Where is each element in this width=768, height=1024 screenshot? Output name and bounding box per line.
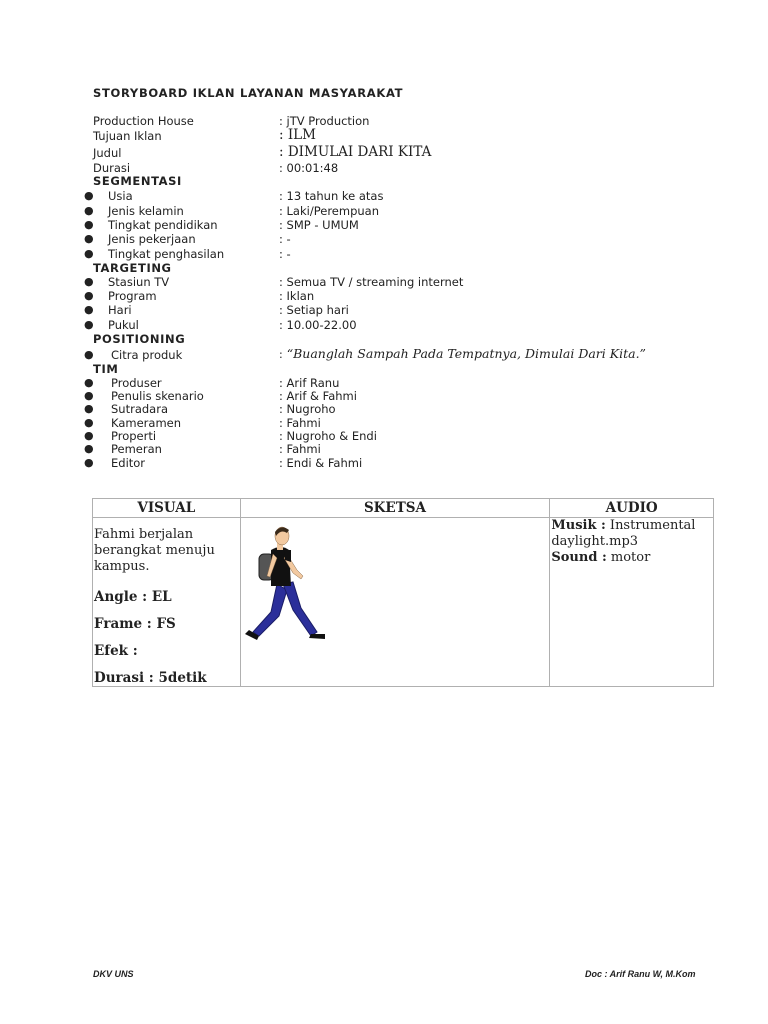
walking-person-icon xyxy=(241,524,341,649)
bullet-icon: ● xyxy=(84,247,94,260)
musik-label: Musik : xyxy=(551,518,606,533)
bullet-icon: ● xyxy=(84,376,94,389)
sketch-cell xyxy=(240,518,550,687)
bullet-icon: ● xyxy=(84,402,94,415)
item-label: Citra produk xyxy=(111,348,183,362)
list-item xyxy=(0,318,768,332)
item-label: Hari xyxy=(108,303,132,317)
item-label: Program xyxy=(108,289,157,303)
item-label: Properti xyxy=(111,429,157,443)
list-item xyxy=(0,402,768,416)
sound-label: Sound : xyxy=(551,550,607,565)
info-label: Judul xyxy=(93,146,122,160)
item-label: Usia xyxy=(108,189,133,203)
item-value: : Setiap hari xyxy=(279,303,349,317)
info-label: Durasi xyxy=(93,161,131,175)
footer-right: Doc : Arif Ranu W, M.Kom xyxy=(585,969,696,979)
item-label: Jenis pekerjaan xyxy=(108,232,196,246)
bullet-icon: ● xyxy=(84,275,94,288)
item-label: Stasiun TV xyxy=(108,275,170,289)
item-value: : Iklan xyxy=(279,289,315,303)
bullet-icon: ● xyxy=(84,318,94,331)
item-label: Penulis skenario xyxy=(111,389,204,403)
list-item xyxy=(0,247,768,261)
list-item xyxy=(0,348,768,362)
bullet-icon: ● xyxy=(84,348,94,361)
bullet-icon: ● xyxy=(84,289,94,302)
list-item xyxy=(0,442,768,456)
audio-cell xyxy=(550,518,714,687)
bullet-icon: ● xyxy=(84,442,94,455)
section-heading: SEGMENTASI xyxy=(93,174,182,188)
visual-cell xyxy=(93,518,241,687)
item-label: Kameramen xyxy=(111,416,182,430)
list-item xyxy=(0,218,768,232)
item-value: : - xyxy=(279,232,291,246)
section-heading: TIM xyxy=(93,362,119,376)
list-item xyxy=(0,416,768,430)
section-tim xyxy=(0,362,768,376)
info-value: : 00:01:48 xyxy=(279,161,339,175)
bullet-icon: ● xyxy=(84,218,94,231)
item-value: : Nugroho xyxy=(279,402,336,416)
table-header-row xyxy=(93,499,714,518)
section-heading: TARGETING xyxy=(93,261,172,275)
list-item xyxy=(0,275,768,289)
section-heading: POSITIONING xyxy=(93,332,186,346)
table-row xyxy=(93,518,714,687)
list-item xyxy=(0,232,768,246)
bullet-icon: ● xyxy=(84,232,94,245)
quote-text: “Buanglah Sampah Pada Tempatnya, Dimulai Dari Kita.” xyxy=(286,346,646,361)
section-positioning xyxy=(0,332,768,346)
header-sketsa: SKETSA xyxy=(240,499,550,518)
page-title: STORYBOARD IKLAN LAYANAN MASYARAKAT xyxy=(93,86,404,100)
list-item xyxy=(0,189,768,203)
audio-musik xyxy=(550,518,713,550)
bullet-icon: ● xyxy=(84,429,94,442)
header-visual: VISUAL xyxy=(93,499,241,518)
list-item xyxy=(0,376,768,390)
list-item xyxy=(0,289,768,303)
bullet-icon: ● xyxy=(84,204,94,217)
item-value: : Endi & Fahmi xyxy=(279,456,363,470)
item-label: Tingkat penghasilan xyxy=(108,247,225,261)
info-value: : ILM xyxy=(279,127,316,143)
visual-efek: Efek : xyxy=(94,643,138,659)
bullet-icon: ● xyxy=(84,189,94,202)
item-value: : SMP - UMUM xyxy=(279,218,359,232)
item-value: : Semua TV / streaming internet xyxy=(279,275,464,289)
info-label: Tujuan Iklan xyxy=(93,129,162,143)
audio-sound xyxy=(550,550,713,566)
item-value: : Fahmi xyxy=(279,416,321,430)
item-value: : Nugroho & Endi xyxy=(279,429,377,443)
item-value: : Arif & Fahmi xyxy=(279,389,357,403)
item-value: : 13 tahun ke atas xyxy=(279,189,384,203)
list-item xyxy=(0,204,768,218)
section-targeting xyxy=(0,261,768,275)
item-label: Produser xyxy=(111,376,162,390)
list-item xyxy=(0,389,768,403)
info-value: : jTV Production xyxy=(279,114,370,128)
visual-frame: Frame : FS xyxy=(94,616,176,632)
info-label: Production House xyxy=(93,114,194,128)
info-row-durasi xyxy=(0,161,768,175)
footer-left: DKV UNS xyxy=(93,969,134,979)
item-label: Pukul xyxy=(108,318,139,332)
list-item xyxy=(0,303,768,317)
bullet-icon: ● xyxy=(84,303,94,316)
colon-separator: : xyxy=(279,348,283,361)
bullet-icon: ● xyxy=(84,456,94,469)
item-value: : Arif Ranu xyxy=(279,376,340,390)
info-row-judul xyxy=(0,146,768,160)
item-value: : 10.00-22.00 xyxy=(279,318,357,332)
list-item xyxy=(0,429,768,443)
info-value: : DIMULAI DARI KITA xyxy=(279,144,432,160)
visual-durasi: Durasi : 5detik xyxy=(94,670,207,686)
section-segmentasi xyxy=(0,174,768,188)
bullet-icon: ● xyxy=(84,389,94,402)
info-row-production-house xyxy=(0,114,768,128)
sound-value: motor xyxy=(606,550,651,565)
item-value: : - xyxy=(279,247,291,261)
list-item xyxy=(0,456,768,470)
item-value: : Laki/Perempuan xyxy=(279,204,379,218)
header-audio: AUDIO xyxy=(550,499,714,518)
item-value: : Fahmi xyxy=(279,442,321,456)
positioning-quote xyxy=(279,347,646,362)
item-label: Jenis kelamin xyxy=(108,204,184,218)
item-label: Pemeran xyxy=(111,442,162,456)
visual-description: Fahmi berjalan berangkat menuju kampus. xyxy=(94,527,215,574)
item-label: Sutradara xyxy=(111,402,168,416)
item-label: Tingkat pendidikan xyxy=(108,218,218,232)
info-row-tujuan xyxy=(0,129,768,143)
item-label: Editor xyxy=(111,456,146,470)
storyboard-table xyxy=(92,498,714,687)
visual-angle: Angle : EL xyxy=(94,589,172,605)
bullet-icon: ● xyxy=(84,416,94,429)
musik-value: Instrumental daylight.mp3 xyxy=(551,518,696,549)
